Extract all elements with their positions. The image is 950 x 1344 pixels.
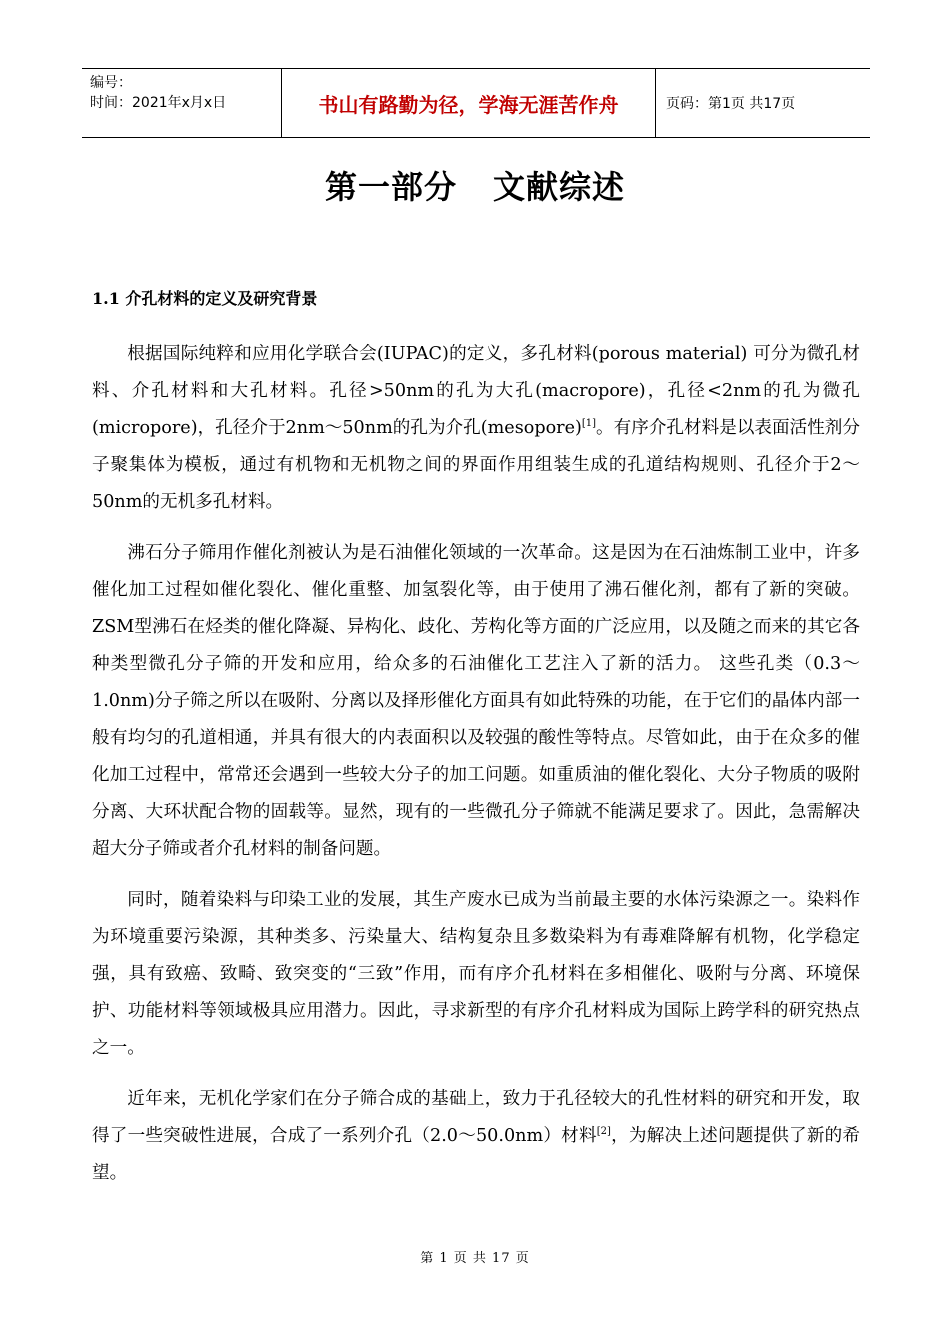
title-name: 文献综述: [493, 168, 626, 206]
citation-1: [1]: [581, 418, 597, 429]
citation-2: [2]: [596, 1126, 611, 1137]
paragraph-1-text-after: 。有序介孔材料是以表面活性剂分子聚集体为模板，通过有机物和无机物之间的界面作用组装生成的孔道结构规则、孔径介于2～50nm的无机多孔材料。: [92, 418, 860, 512]
paragraph-4-text: 近年来，无机化学家们在分子筛合成的基础上，致力于孔径较大的孔性材料的研究和开发，取得了一些突破性进展，合成了一系列介孔（2.0～50.0nm）材料: [92, 1089, 860, 1146]
header-meta: [82, 69, 282, 137]
header-page-info: 页码：第1页 共17页: [666, 96, 796, 112]
title-part: 第一部分: [324, 168, 457, 206]
doc-time-label: 时间：2021年x月x日: [90, 95, 227, 111]
paragraph-1: [92, 336, 860, 521]
page-header: [82, 68, 870, 138]
paragraph-4: [92, 1081, 860, 1192]
section-heading: 1.1 介孔材料的定义及研究背景: [92, 289, 318, 308]
paragraph-1-text: 根据国际纯粹和应用化学联合会(IUPAC)的定义，多孔材料(porous material) 可分为微孔材料、介孔材料和大孔材料。孔径>50nm的孔为大孔(macropore)，孔径<2nm的孔为微孔(micropore)，孔径介于2nm～50nm的孔为介孔(mesopore): [92, 344, 860, 438]
header-motto: 书山有路勤为径，学海无涯苦作舟: [282, 69, 656, 137]
paragraph-4-text-after: ，为解决上述问题提供了新的希望。: [92, 1126, 860, 1183]
body-content: [92, 336, 860, 1206]
doc-number-label: 编号：: [90, 75, 132, 91]
paragraph-2: 沸石分子筛用作催化剂被认为是石油催化领域的一次革命。这是因为在石油炼制工业中，许多催化加工过程如催化裂化、催化重整、加氢裂化等，由于使用了沸石催化剂，都有了新的突破。ZSM型沸石在烃类的催化降凝、异构化、歧化、芳构化等方面的广泛应用，以及随之而来的其它各种类型微孔分子筛的开发和应用，给众多的石油催化工艺注入了新的活力。 这些孔类（0.3～1.0nm)分子筛之所以在吸附、分离以及择形催化方面具有如此特殊的功能，在于它们的晶体内部一般有均匀的孔道相通，并具有很大的内表面积以及较强的酸性等特点。尽管如此，由于在众多的催化加工过程中，常常还会遇到一些较大分子的加工问题。如重质油的催化裂化、大分子物质的吸附分离、大环状配合物的固载等。显然，现有的一些微孔分子筛就不能满足要求了。因此，急需解决超大分子筛或者介孔材料的制备问题。: [92, 543, 860, 859]
paragraph-3: 同时，随着染料与印染工业的发展，其生产废水已成为当前最主要的水体污染源之一。染料作为环境重要污染源，其种类多、污染量大、结构复杂且多数染料为有毒难降解有机物，化学稳定强，具有致癌、致畸、致突变的“三致”作用，而有序介孔材料在多相催化、吸附与分离、环境保护、功能材料等领域极具应用潜力。因此，寻求新型的有序介孔材料成为国际上跨学科的研究热点之一。: [92, 890, 860, 1058]
page-title: [0, 162, 950, 208]
page-footer: 第 1 页 共 17 页: [420, 1251, 530, 1266]
